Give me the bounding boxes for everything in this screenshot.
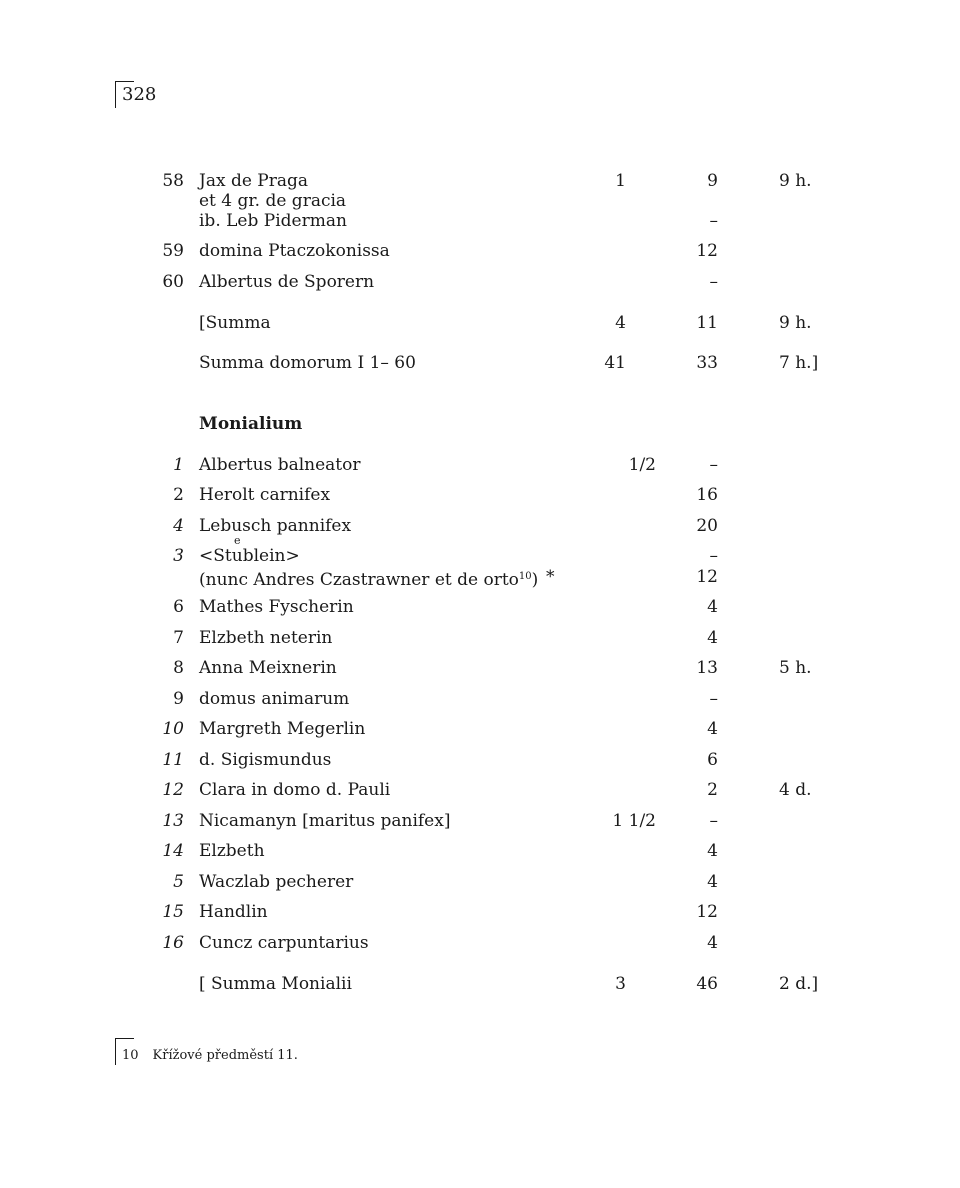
row-number: 3 bbox=[173, 546, 184, 566]
table-row bbox=[0, 719, 960, 739]
table-row bbox=[0, 658, 960, 678]
table-row bbox=[0, 516, 960, 536]
row-number: 2 bbox=[173, 485, 184, 505]
grossi-value: 12 bbox=[696, 567, 718, 587]
grossi-value: – bbox=[709, 455, 718, 475]
grossi-value: 12 bbox=[696, 241, 718, 261]
table-row bbox=[0, 780, 960, 800]
table-row bbox=[0, 811, 960, 831]
grossi-value: 4 bbox=[707, 933, 718, 953]
row-number: 7 bbox=[173, 628, 184, 648]
table-row bbox=[0, 750, 960, 770]
grossi-value: 9 bbox=[707, 171, 718, 191]
row-name: ib. Leb Piderman bbox=[199, 211, 347, 231]
denarii-value: 4 d. bbox=[779, 780, 812, 800]
table-row bbox=[0, 597, 960, 617]
row-name: Herolt carnifex bbox=[199, 485, 331, 505]
denarii-value: 5 h. bbox=[779, 658, 812, 678]
superscript-e: e bbox=[233, 534, 241, 547]
row-number: 5 bbox=[173, 872, 184, 892]
row-name: d. Sigismundus bbox=[199, 750, 332, 770]
row-name: domina Ptaczokonissa bbox=[199, 241, 390, 261]
name-part: <St bbox=[199, 546, 232, 566]
row-name: et 4 gr. de gracia bbox=[199, 191, 347, 211]
name-part: ) bbox=[531, 570, 539, 590]
grossi-value: 4 bbox=[707, 841, 718, 861]
table-row bbox=[0, 485, 960, 505]
grossi-value: – bbox=[709, 546, 718, 566]
grossi-value: – bbox=[709, 272, 718, 292]
row-number: 8 bbox=[173, 658, 184, 678]
row-name: Handlin bbox=[199, 902, 268, 922]
row-name: Clara in domo d. Pauli bbox=[199, 780, 391, 800]
denarii-value: 2 d.] bbox=[779, 974, 819, 994]
grossi-value: 4 bbox=[707, 597, 718, 617]
asterisk-mark: * bbox=[546, 567, 555, 587]
table-row bbox=[0, 902, 960, 922]
footnote-text: Křížové předměstí 11. bbox=[152, 1048, 298, 1063]
row-number: 12 bbox=[162, 780, 184, 800]
name-part: (nunc Andres Czastrawner et de orto bbox=[199, 570, 519, 590]
table-row bbox=[0, 933, 960, 953]
row-number: 13 bbox=[162, 811, 184, 831]
grossi-value: – bbox=[709, 689, 718, 709]
row-number: 59 bbox=[162, 241, 184, 261]
row-name: Elzbeth neterin bbox=[199, 628, 333, 648]
table-row bbox=[0, 241, 960, 261]
grossi-value: 2 bbox=[707, 780, 718, 800]
table-row bbox=[0, 872, 960, 892]
row-name: [ Summa Monialii bbox=[199, 974, 352, 994]
table-row bbox=[0, 567, 960, 590]
footnote-ref: 10 bbox=[518, 571, 532, 582]
row-number: 16 bbox=[162, 933, 184, 953]
row-name: Mathes Fyscherin bbox=[199, 597, 354, 617]
grossi-value: 6 bbox=[707, 750, 718, 770]
table-row bbox=[0, 272, 960, 292]
row-name: Summa domorum I 1– 60 bbox=[199, 353, 416, 373]
name-part: blein> bbox=[242, 546, 300, 566]
row-name: Anna Meixnerin bbox=[199, 658, 337, 678]
grossi-value: 4 bbox=[707, 872, 718, 892]
row-name: domus animarum bbox=[199, 689, 350, 709]
table-row bbox=[0, 171, 960, 191]
denarii-value: 7 h.] bbox=[779, 353, 819, 373]
table-row bbox=[0, 628, 960, 648]
grossi-value: – bbox=[709, 811, 718, 831]
row-number: 10 bbox=[162, 719, 184, 739]
row-number: 1 bbox=[173, 455, 184, 475]
row-number: 60 bbox=[162, 272, 184, 292]
row-number: 58 bbox=[162, 171, 184, 191]
grossi-value: 33 bbox=[696, 353, 718, 373]
sexagena-value: 4 bbox=[615, 313, 626, 333]
section-title: Monialium bbox=[199, 414, 303, 434]
row-name: Margreth Megerlin bbox=[199, 719, 366, 739]
row-number: 15 bbox=[162, 902, 184, 922]
summa-row bbox=[0, 313, 960, 333]
superscript-e-letter bbox=[231, 534, 243, 566]
name-part: u bbox=[231, 546, 243, 566]
row-name: Waczlab pecherer bbox=[199, 872, 354, 892]
sexagena-value: 1/2 bbox=[628, 455, 656, 475]
row-number: 14 bbox=[162, 841, 184, 861]
row-name bbox=[199, 534, 300, 566]
grossi-value: 12 bbox=[696, 902, 718, 922]
summa-row bbox=[0, 974, 960, 994]
grossi-value: 4 bbox=[707, 719, 718, 739]
row-number: 4 bbox=[173, 516, 184, 536]
row-number: 6 bbox=[173, 597, 184, 617]
row-name bbox=[199, 567, 538, 590]
grossi-value: 16 bbox=[696, 485, 718, 505]
grossi-value: 13 bbox=[696, 658, 718, 678]
sexagena-value: 3 bbox=[615, 974, 626, 994]
grossi-value: – bbox=[709, 211, 718, 231]
table-row bbox=[0, 211, 960, 231]
footnote bbox=[122, 1047, 298, 1065]
row-number: 11 bbox=[162, 750, 184, 770]
sexagena-value: 1 1/2 bbox=[612, 811, 656, 831]
page-number: 328 bbox=[122, 84, 157, 105]
row-name: Albertus de Sporern bbox=[199, 272, 375, 292]
table-row bbox=[0, 841, 960, 861]
sexagena-value: 1 bbox=[615, 171, 626, 191]
grossi-value: 46 bbox=[696, 974, 718, 994]
denarii-value: 9 h. bbox=[779, 313, 812, 333]
sexagena-value: 41 bbox=[604, 353, 626, 373]
row-name: Cuncz carpuntarius bbox=[199, 933, 369, 953]
row-name: Nicamanyn [maritus panifex] bbox=[199, 811, 451, 831]
table-row bbox=[0, 455, 960, 475]
table-row bbox=[0, 534, 960, 566]
summa-row bbox=[0, 353, 960, 373]
grossi-value: 20 bbox=[696, 516, 718, 536]
grossi-value: 11 bbox=[696, 313, 718, 333]
row-name: Elzbeth bbox=[199, 841, 265, 861]
row-name: Albertus balneator bbox=[199, 455, 361, 475]
table-row bbox=[0, 191, 960, 211]
denarii-value: 9 h. bbox=[779, 171, 812, 191]
row-name: [Summa bbox=[199, 313, 271, 333]
row-number: 9 bbox=[173, 689, 184, 709]
row-name: Jax de Praga bbox=[199, 171, 309, 191]
table-row bbox=[0, 689, 960, 709]
grossi-value: 4 bbox=[707, 628, 718, 648]
row-name: Lebusch pannifex bbox=[199, 516, 352, 536]
footnote-number: 10 bbox=[122, 1048, 139, 1063]
